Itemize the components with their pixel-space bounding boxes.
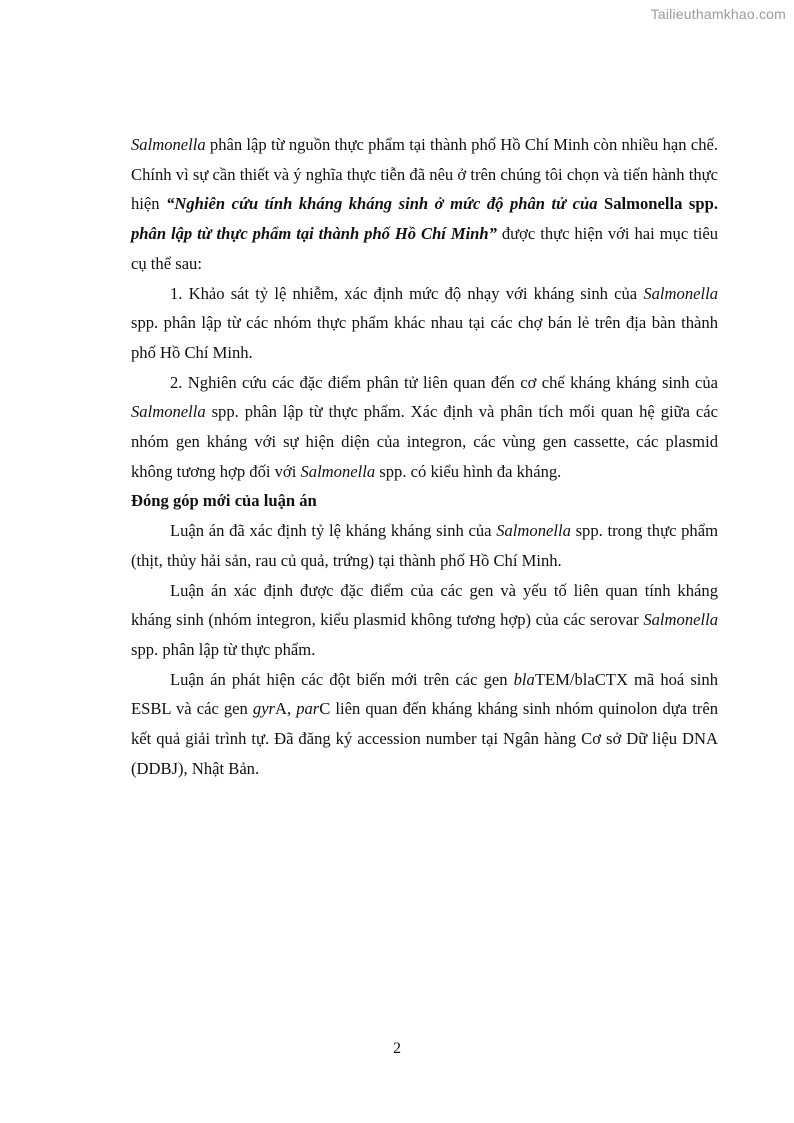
text-run: spp. phân lập từ thực phẩm. Xác định và phân tích mối quan hệ giữa các nhóm gen kháng với sự hiện diện của integron, các vùng gen cassette, các plasmid không tương hợp đối với bbox=[131, 402, 718, 481]
contribution-2 bbox=[131, 576, 718, 665]
text-run: Luận án đã xác định tỷ lệ kháng kháng sinh của bbox=[170, 521, 497, 541]
text-run: phân lập từ nguồn thực phẩm tại thành phố Hồ Chí Minh còn nhiều hạn chế. Chính vì sự cần thiết và ý nghĩa thực tiễn đã nêu ở trên chúng tôi chọn và tiến hành thực hiện bbox=[131, 135, 718, 214]
section-heading: Đóng góp mới của luận án bbox=[131, 491, 317, 511]
species-name: Salmonella bbox=[131, 135, 206, 154]
text-run: Luận án xác định được đặc điểm của các gen và yếu tố liên quan tính kháng kháng sinh (nhóm integron, kiểu plasmid không tương hợp) của các serovar bbox=[131, 580, 718, 630]
contribution-3 bbox=[131, 665, 718, 784]
species-name: Salmonella bbox=[604, 194, 683, 214]
text-run: spp. có kiểu hình đa kháng. bbox=[375, 461, 562, 481]
gene-name: par bbox=[296, 699, 320, 719]
gene-name: bla bbox=[513, 669, 535, 689]
text-run: spp. phân lập từ thực phẩm. bbox=[131, 639, 316, 659]
thesis-title: “Nghiên cứu tính kháng kháng sinh ở mức độ phân tử của bbox=[166, 194, 605, 214]
document-body bbox=[131, 130, 718, 783]
paragraph-intro bbox=[131, 130, 718, 279]
text-run: được thực hiện với hai mục tiêu cụ thể sau: bbox=[131, 224, 718, 273]
text-run: A bbox=[275, 699, 287, 719]
text-run: spp. bbox=[682, 194, 718, 214]
species-name: Salmonella bbox=[643, 610, 718, 630]
gene-name: gyr bbox=[252, 699, 276, 719]
text-run: 2. Nghiên cứu các đặc điểm phân tử liên quan đến cơ chế kháng kháng sinh của bbox=[170, 372, 718, 392]
text-run: Luận án phát hiện các đột biến mới trên các gen bbox=[170, 669, 514, 689]
thesis-title: phân lập từ thực phẩm tại thành phố Hồ Chí Minh” bbox=[131, 224, 497, 244]
text-run: , bbox=[287, 699, 297, 719]
species-name: Salmonella bbox=[131, 402, 206, 422]
objective-1 bbox=[131, 279, 718, 368]
contribution-1 bbox=[131, 516, 718, 575]
text-run: 1. Khảo sát tỷ lệ nhiễm, xác định mức độ nhạy với kháng sinh của bbox=[170, 283, 644, 303]
page-number: 2 bbox=[393, 1040, 401, 1057]
text-run: C liên quan đến kháng kháng sinh nhóm quinolon dựa trên kết quả giải trình tự. Đã đăng ký accession number tại Ngân hàng Cơ sở Dữ liệu DNA (DDBJ), Nhật Bản. bbox=[131, 699, 718, 778]
watermark: Tailieuthamkhao.com bbox=[650, 6, 786, 22]
text-run: TEM/blaCTX mã hoá sinh ESBL và các gen bbox=[131, 669, 719, 719]
species-name: Salmonella bbox=[496, 521, 571, 541]
objective-2 bbox=[131, 368, 718, 487]
text-run: spp. trong thực phẩm (thịt, thủy hải sản, rau củ quả, trứng) tại thành phố Hồ Chí Minh. bbox=[131, 521, 718, 570]
text-run: spp. phân lập từ các nhóm thực phẩm khác nhau tại các chợ bán lẻ trên địa bàn thành phố Hồ Chí Minh. bbox=[131, 313, 718, 362]
species-name: Salmonella bbox=[300, 461, 376, 481]
species-name: Salmonella bbox=[643, 283, 718, 303]
